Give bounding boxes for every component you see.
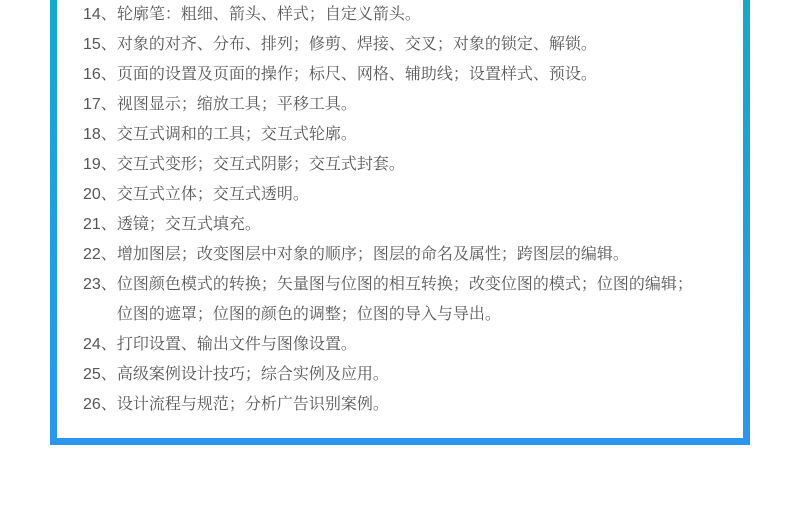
- item-text: 增加图层；改变图层中对象的顺序；图层的命名及属性；跨图层的编辑。: [116, 246, 629, 263]
- list-item: [83, 330, 698, 360]
- list-item: [83, 270, 698, 330]
- content-panel: [57, 0, 743, 438]
- item-text: 透镜；交互式填充。: [116, 216, 261, 233]
- list-item: [83, 390, 698, 420]
- list-item: [83, 240, 698, 270]
- list-item: [83, 90, 698, 120]
- item-number: 24、: [83, 336, 117, 353]
- item-text: 位图颜色模式的转换；矢量图与位图的相互转换；改变位图的模式；位图的编辑；位图的遮罩；位图的颜色的调整；位图的导入与导出。: [116, 276, 693, 323]
- item-number: 16、: [83, 66, 117, 83]
- list-item: [83, 60, 698, 90]
- item-number: 14、: [83, 6, 117, 23]
- left-border-stripe: [50, 0, 57, 445]
- item-number: 23、: [83, 276, 117, 293]
- item-text: 交互式立体；交互式透明。: [116, 186, 309, 203]
- bottom-border-bar: [50, 438, 750, 445]
- item-number: 20、: [83, 186, 117, 203]
- list-item: [83, 30, 698, 60]
- item-text: 高级案例设计技巧；综合实例及应用。: [116, 366, 389, 383]
- list-item: [83, 150, 698, 180]
- item-number: 17、: [83, 96, 117, 113]
- item-number: 25、: [83, 366, 117, 383]
- item-number: 19、: [83, 156, 117, 173]
- list-item: [83, 120, 698, 150]
- right-border-stripe: [743, 0, 750, 445]
- course-outline-list: [57, 0, 743, 420]
- list-item: [83, 0, 698, 30]
- item-text: 打印设置、输出文件与图像设置。: [116, 336, 357, 353]
- item-number: 22、: [83, 246, 117, 263]
- item-text: 对象的对齐、分布、排列；修剪、焊接、交叉；对象的锁定、解锁。: [116, 36, 597, 53]
- item-number: 18、: [83, 126, 117, 143]
- item-text: 页面的设置及页面的操作；标尺、网格、辅助线；设置样式、预设。: [116, 66, 597, 83]
- item-text: 交互式调和的工具；交互式轮廓。: [116, 126, 357, 143]
- item-number: 21、: [83, 216, 117, 233]
- item-text: 视图显示；缩放工具；平移工具。: [116, 96, 357, 113]
- item-number: 26、: [83, 396, 117, 413]
- list-item: [83, 360, 698, 390]
- item-text: 设计流程与规范；分析广告识别案例。: [116, 396, 389, 413]
- list-item: [83, 180, 698, 210]
- list-item: [83, 210, 698, 240]
- item-text: 轮廓笔：粗细、箭头、样式；自定义箭头。: [116, 6, 421, 23]
- item-number: 15、: [83, 36, 117, 53]
- item-text: 交互式变形；交互式阴影；交互式封套。: [116, 156, 405, 173]
